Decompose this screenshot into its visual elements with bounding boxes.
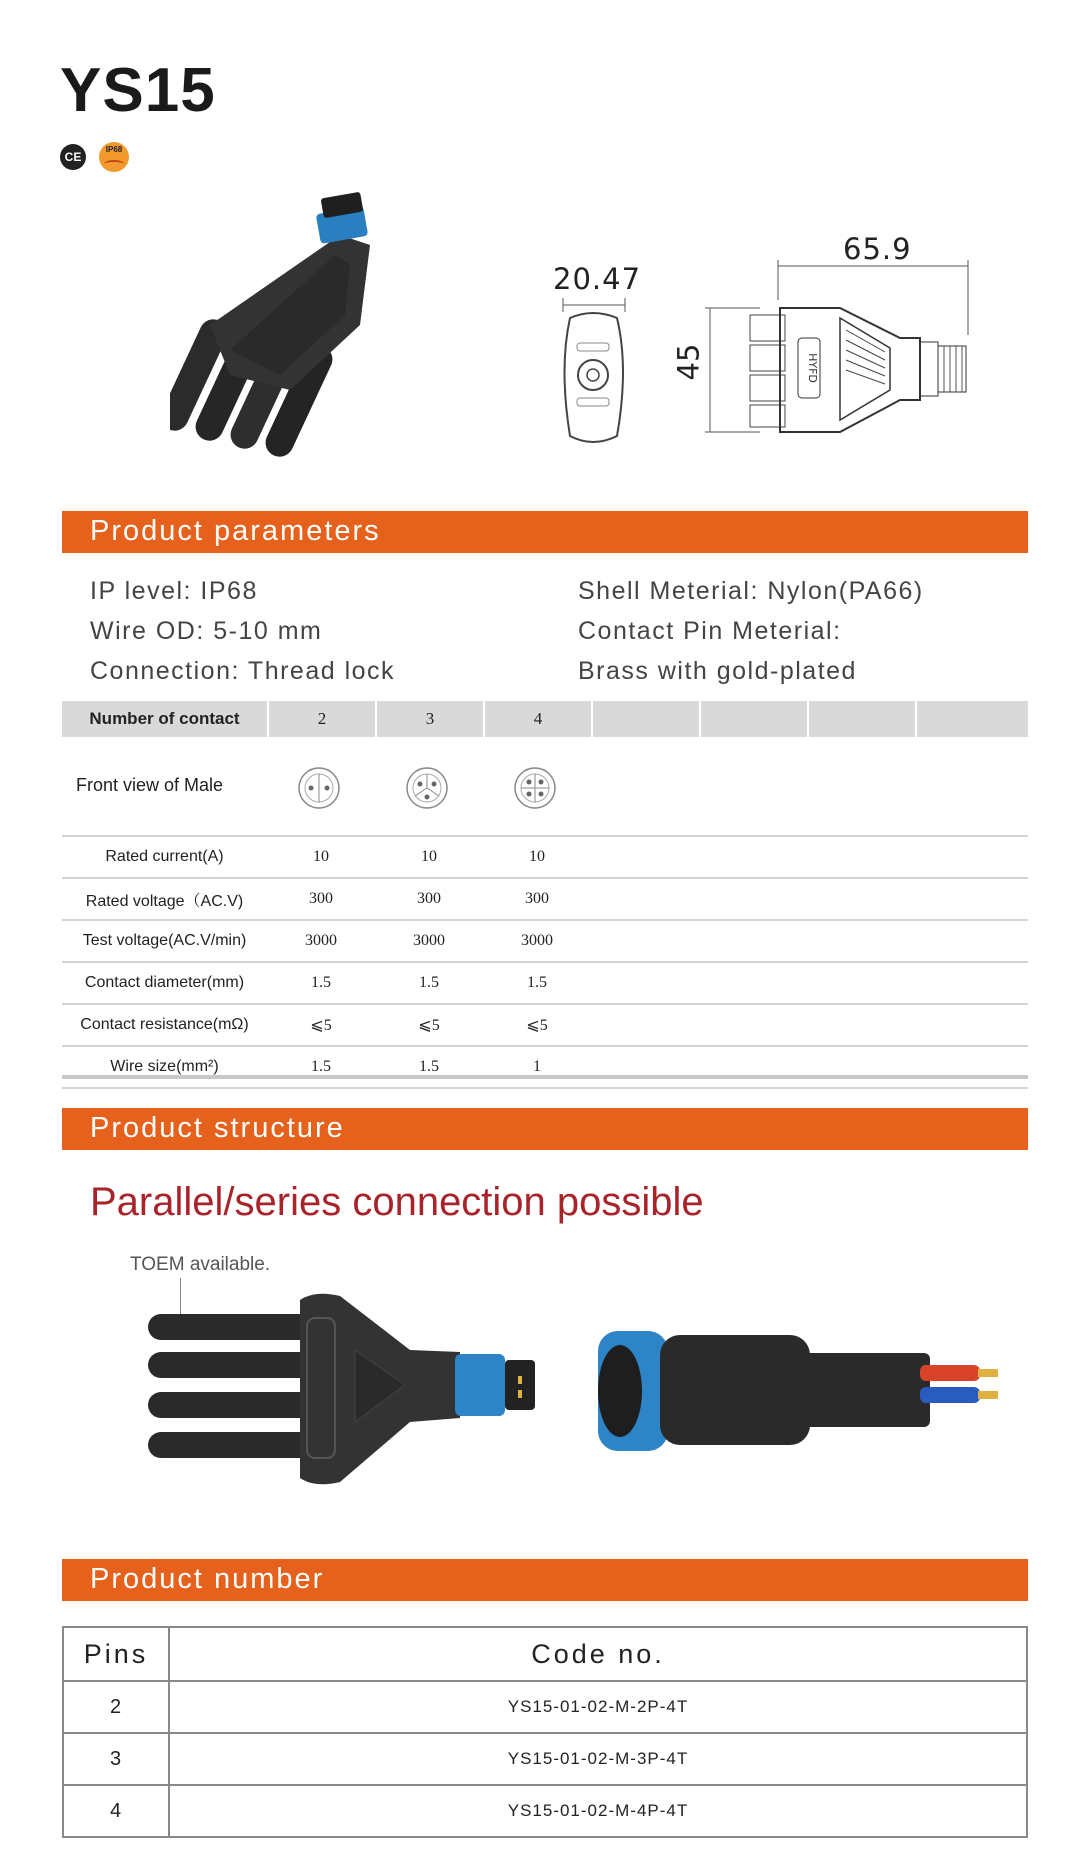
spec-row-contact-diameter: [62, 962, 1028, 1004]
front-view-4pin-icon: [512, 765, 558, 811]
spec-header-empty: [701, 701, 807, 737]
section-number-header: [62, 1559, 1028, 1601]
param-ip-level: IP level: IP68: [90, 577, 258, 605]
front-view-row: [62, 739, 1028, 837]
ip68-badge-icon: [99, 142, 129, 172]
spec-row-rated-voltage: [62, 878, 1028, 920]
spec-cell: 1.5: [483, 962, 591, 1004]
spec-cell-empty: [591, 1046, 1028, 1088]
param-shell-material: Shell Meterial: Nylon(PA66): [578, 577, 924, 605]
front-view-3pin-icon: [404, 765, 450, 811]
spec-header-empty: [593, 701, 699, 737]
pins-cell: 3: [63, 1733, 169, 1785]
table-row: [63, 1785, 1027, 1837]
spec-cell: 300: [483, 878, 591, 920]
spec-header-contact-2: 2: [269, 701, 375, 737]
spec-cell: 1.5: [375, 1046, 483, 1088]
spec-cell: 3000: [375, 920, 483, 962]
table-row: [63, 1733, 1027, 1785]
spec-table-header: [62, 701, 1028, 737]
male-connector-image: [140, 1290, 560, 1490]
spec-cell: 1.5: [267, 1046, 375, 1088]
section-parameters-header: [62, 511, 1028, 553]
spec-row-rated-current: [62, 837, 1028, 878]
toem-note: TOEM available.: [130, 1254, 271, 1275]
connector-product-image: [170, 175, 430, 475]
front-view-label: Front view of Male: [76, 775, 224, 795]
spec-cell-empty: [591, 1004, 1028, 1046]
param-connection: Connection: Thread lock: [90, 657, 396, 685]
drawing-logo-text: HYFD: [806, 353, 819, 383]
side-view-drawing: [700, 260, 1000, 440]
code-cell: YS15-01-02-M-3P-4T: [169, 1733, 1027, 1785]
code-cell: YS15-01-02-M-4P-4T: [169, 1785, 1027, 1837]
spec-header-label: Number of contact: [62, 701, 267, 737]
spec-cell-empty: [591, 878, 1028, 920]
length-dimension-label: 65.9: [843, 232, 912, 266]
spec-cell: ⩽5: [267, 1004, 375, 1046]
param-wire-od: Wire OD: 5-10 mm: [90, 617, 323, 645]
front-view-drawing: [555, 298, 635, 448]
spec-cell-empty: [591, 962, 1028, 1004]
spec-cell: 300: [375, 878, 483, 920]
spec-cell: 1.5: [375, 962, 483, 1004]
spec-row-label: Rated current(A): [62, 837, 267, 878]
product-number-table: [62, 1626, 1028, 1838]
spec-header-contact-4: 4: [485, 701, 591, 737]
spec-cell: 1: [483, 1046, 591, 1088]
height-dimension-label: 45: [671, 343, 706, 381]
param-contact-pin-material: Contact Pin Meterial:: [578, 617, 842, 645]
spec-header-empty: [917, 701, 1028, 737]
female-connector-image: [590, 1325, 1020, 1465]
spec-row-contact-resistance: [62, 1004, 1028, 1046]
section-parameters-title: Product parameters: [90, 515, 381, 547]
spec-row-label: Rated voltage（AC.V): [62, 878, 267, 920]
spec-cell-empty: [591, 837, 1028, 878]
spec-cell: 3000: [267, 920, 375, 962]
pins-cell: 2: [63, 1681, 169, 1733]
spec-cell: 300: [267, 878, 375, 920]
page-title: YS15: [60, 56, 216, 125]
table-row: [63, 1681, 1027, 1733]
spec-header-contact-3: 3: [377, 701, 483, 737]
spec-cell-empty: [591, 920, 1028, 962]
spec-row-label: Test voltage(AC.V/min): [62, 920, 267, 962]
width-dimension-label: 20.47: [553, 262, 642, 296]
ip68-badge-label: IP68: [105, 145, 123, 154]
section-number-title: Product number: [90, 1563, 325, 1595]
spec-row-label: Wire size(mm²): [62, 1046, 267, 1088]
spec-row-label: Contact resistance(mΩ): [62, 1004, 267, 1046]
spec-row-wire-size: [62, 1046, 1028, 1088]
col-code-header: Code no.: [169, 1627, 1027, 1681]
code-cell: YS15-01-02-M-2P-4T: [169, 1681, 1027, 1733]
param-contact-pin-plating: Brass with gold-plated: [578, 657, 857, 685]
spec-cell: ⩽5: [375, 1004, 483, 1046]
spec-row-test-voltage: [62, 920, 1028, 962]
structure-headline: Parallel/series connection possible: [90, 1180, 704, 1224]
pins-cell: 4: [63, 1785, 169, 1837]
section-structure-title: Product structure: [90, 1112, 345, 1144]
col-pins-header: Pins: [63, 1627, 169, 1681]
product-number-header-row: [63, 1627, 1027, 1681]
spec-cell: 10: [267, 837, 375, 878]
spec-cell: 10: [483, 837, 591, 878]
spec-cell: 10: [375, 837, 483, 878]
spec-table-bottom-rule: [62, 1075, 1028, 1079]
spec-table: [62, 837, 1028, 1089]
spec-cell: ⩽5: [483, 1004, 591, 1046]
spec-header-empty: [809, 701, 915, 737]
ce-mark-icon: CE: [60, 144, 86, 170]
spec-cell: 3000: [483, 920, 591, 962]
spec-cell: 1.5: [267, 962, 375, 1004]
spec-row-label: Contact diameter(mm): [62, 962, 267, 1004]
front-view-2pin-icon: [296, 765, 342, 811]
section-structure-header: [62, 1108, 1028, 1150]
